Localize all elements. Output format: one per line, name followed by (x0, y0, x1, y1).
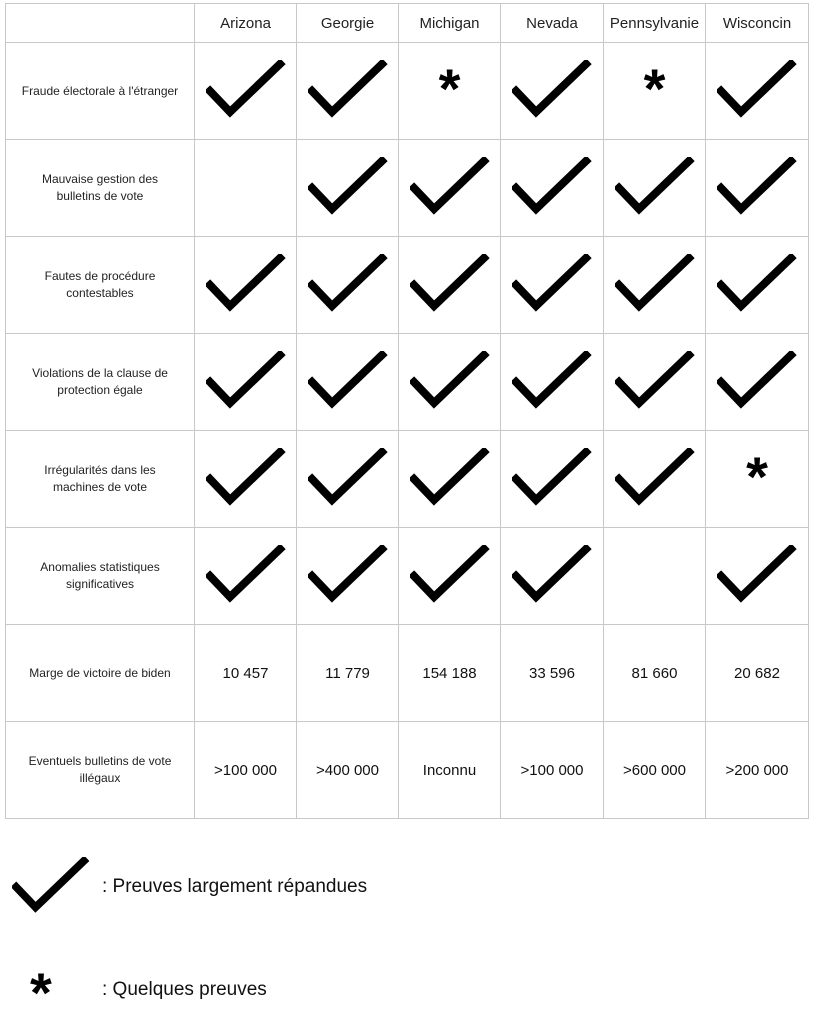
margin-value: 20 682 (706, 625, 809, 722)
check-icon (399, 545, 500, 607)
check-icon (399, 351, 500, 413)
evidence-cell (604, 431, 706, 528)
evidence-cell (604, 140, 706, 237)
state-header: Georgie (297, 4, 399, 43)
row-label: Violations de la clause de protection égale (6, 334, 195, 431)
evidence-cell (297, 237, 399, 334)
table-row (6, 43, 809, 140)
evidence-cell (706, 237, 809, 334)
asterisk-icon: * (438, 57, 461, 120)
check-icon (501, 351, 603, 413)
table-row (6, 431, 809, 528)
table-row (6, 237, 809, 334)
evidence-cell (195, 528, 297, 625)
legend-some (12, 961, 267, 1024)
evidence-cell (297, 334, 399, 431)
row-label: Irrégularités dans les machines de vote (6, 431, 195, 528)
margin-value: 11 779 (297, 625, 399, 722)
check-icon (501, 157, 603, 219)
evidence-cell (399, 140, 501, 237)
check-icon (501, 545, 603, 607)
evidence-cell (604, 237, 706, 334)
row-label: Fautes de procédure contestables (6, 237, 195, 334)
evidence-cell (604, 43, 706, 140)
table-row (6, 528, 809, 625)
table-row (6, 625, 809, 722)
illegal-ballots-value: >200 000 (706, 722, 809, 819)
check-icon (501, 448, 603, 510)
check-icon (12, 857, 90, 917)
margin-value: 33 596 (501, 625, 604, 722)
check-icon (195, 351, 296, 413)
legend-widespread-text: : Preuves largement répandues (102, 876, 368, 897)
evidence-cell (501, 237, 604, 334)
evidence-cell (399, 431, 501, 528)
check-icon (195, 254, 296, 316)
evidence-cell (706, 334, 809, 431)
evidence-cell (195, 43, 297, 140)
evidence-cell (399, 43, 501, 140)
evidence-cell (706, 431, 809, 528)
row-label: Eventuels bulletins de vote illégaux (6, 722, 195, 819)
check-icon (706, 254, 808, 316)
table-row (6, 334, 809, 431)
evidence-cell (604, 334, 706, 431)
evidence-cell (195, 237, 297, 334)
check-icon (195, 448, 296, 510)
evidence-cell (399, 528, 501, 625)
evidence-cell (501, 528, 604, 625)
header-row (6, 4, 809, 43)
illegal-ballots-value: >100 000 (195, 722, 297, 819)
check-icon (297, 545, 398, 607)
state-header: Wisconcin (706, 4, 809, 43)
check-icon (604, 448, 705, 510)
table-row (6, 722, 809, 819)
row-label: Fraude électorale à l'étranger (6, 43, 195, 140)
check-icon (399, 448, 500, 510)
evidence-cell (501, 334, 604, 431)
state-header: Pennsylvanie (604, 4, 706, 43)
evidence-cell (604, 528, 706, 625)
asterisk-icon: * (643, 57, 666, 120)
check-icon (604, 351, 705, 413)
check-icon (399, 157, 500, 219)
table-row (6, 140, 809, 237)
row-label: Mauvaise gestion des bulletins de vote (6, 140, 195, 237)
check-icon (297, 351, 398, 413)
evidence-table (5, 3, 809, 819)
check-icon (399, 254, 500, 316)
evidence-cell (706, 140, 809, 237)
check-icon (604, 254, 705, 316)
evidence-cell (297, 140, 399, 237)
illegal-ballots-value: >100 000 (501, 722, 604, 819)
check-icon (297, 448, 398, 510)
check-icon (706, 157, 808, 219)
evidence-cell (501, 431, 604, 528)
margin-value: 81 660 (604, 625, 706, 722)
asterisk-icon: * (746, 445, 768, 508)
illegal-ballots-value: >400 000 (297, 722, 399, 819)
evidence-cell (195, 431, 297, 528)
check-icon (297, 157, 398, 219)
check-icon (195, 60, 296, 122)
evidence-cell (297, 431, 399, 528)
evidence-cell (501, 140, 604, 237)
check-icon (706, 351, 808, 413)
row-label: Anomalies statistiques significatives (6, 528, 195, 625)
evidence-cell (297, 528, 399, 625)
illegal-ballots-value: Inconnu (399, 722, 501, 819)
margin-value: 154 188 (399, 625, 501, 722)
evidence-cell (706, 528, 809, 625)
evidence-cell (399, 334, 501, 431)
evidence-cell (297, 43, 399, 140)
evidence-cell (195, 140, 297, 237)
legend-some-text: : Quelques preuves (102, 979, 267, 1000)
evidence-cell (501, 43, 604, 140)
evidence-cell (706, 43, 809, 140)
check-icon (706, 545, 808, 607)
check-icon (297, 60, 398, 122)
check-icon (195, 545, 296, 607)
state-header: Michigan (399, 4, 501, 43)
margin-value: 10 457 (195, 625, 297, 722)
row-label: Marge de victoire de biden (6, 625, 195, 722)
check-icon (604, 157, 705, 219)
legend-widespread (12, 857, 367, 917)
evidence-cell (195, 334, 297, 431)
check-icon (297, 254, 398, 316)
evidence-cell (399, 237, 501, 334)
asterisk-icon: * (30, 961, 52, 1024)
check-icon (501, 254, 603, 316)
state-header: Arizona (195, 4, 297, 43)
illegal-ballots-value: >600 000 (604, 722, 706, 819)
check-icon (501, 60, 603, 122)
state-header: Nevada (501, 4, 604, 43)
check-icon (706, 60, 808, 122)
corner-cell (6, 4, 195, 43)
